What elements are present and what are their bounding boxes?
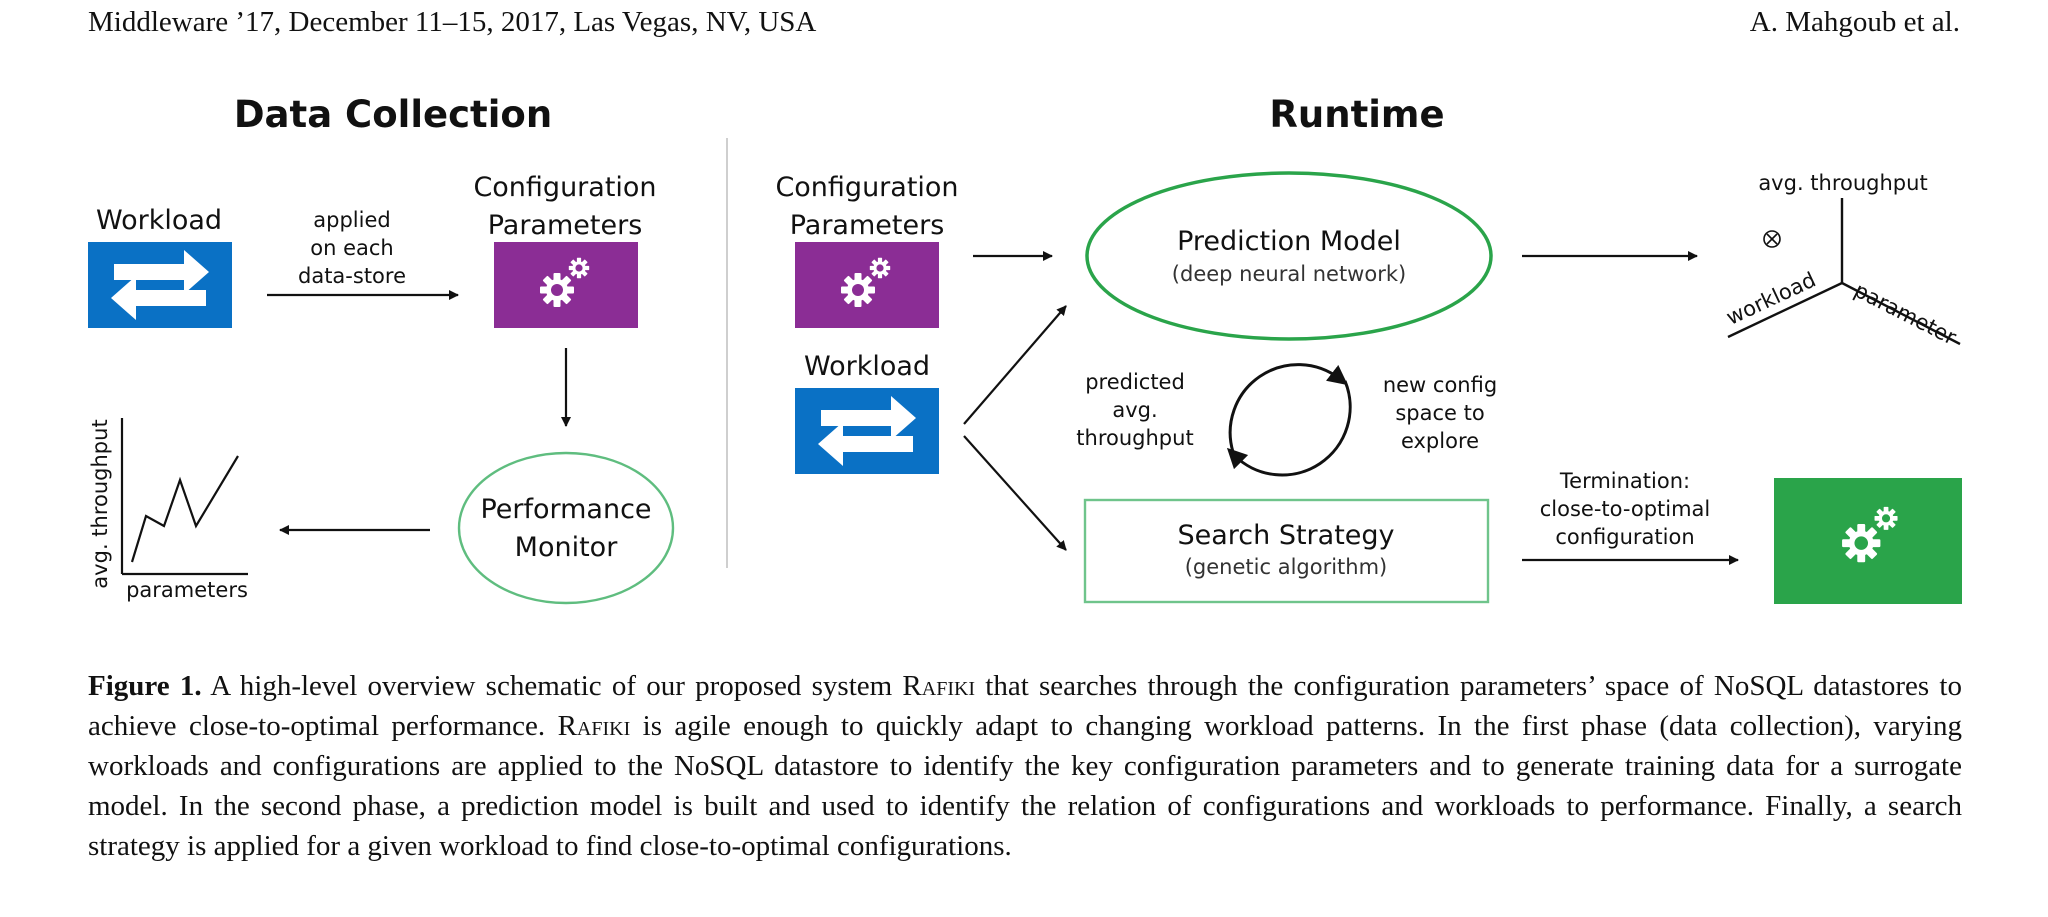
running-header-venue: Middleware ’17, December 11–15, 2017, Las Vegas, NV, USA bbox=[88, 6, 817, 38]
axis-throughput-label: avg. throughput bbox=[1758, 171, 1928, 195]
loop-right-line-3: explore bbox=[1400, 429, 1480, 453]
prediction-model-subtitle: (deep neural network) bbox=[1171, 262, 1407, 286]
config-space-axes bbox=[1723, 171, 1961, 350]
loop-arc-lower bbox=[1234, 381, 1350, 475]
dc-arrow-label-line-3: data-store bbox=[298, 264, 406, 288]
rt-arrow-workload-to-prediction bbox=[964, 306, 1066, 424]
optimal-config-gears-icon bbox=[1774, 478, 1962, 604]
dc-config-gears-icon bbox=[494, 242, 638, 328]
plot-x-label: parameters bbox=[126, 578, 248, 602]
prediction-model-title: Prediction Model bbox=[1177, 226, 1401, 257]
performance-monitor-line-2: Monitor bbox=[514, 532, 618, 563]
rt-workload-icon bbox=[795, 388, 939, 474]
plot-line bbox=[132, 456, 238, 562]
caption-system-name-2: Rafiki bbox=[557, 710, 631, 742]
termination-line-1: Termination: bbox=[1559, 469, 1691, 493]
caption-text-3: is agile enough to quickly adapt to changing workload patterns. In the first phase (data collection), varying workloads and configurations are applied to the NoSQL datastore to identify the key configuration parameters and to generate training data for a surrogate model. In the second phase, a prediction model is built and used to identify the relation of configurations and workloads to performance. Finally, a search strategy is applied for a given workload to find close-to-optimal configurations. bbox=[88, 710, 1962, 862]
dc-workload-label: Workload bbox=[95, 205, 223, 236]
plot-y-label: avg. throughput bbox=[88, 419, 112, 589]
dc-arrow-label-line-2: on each bbox=[310, 236, 394, 260]
dc-workload-icon bbox=[88, 242, 232, 328]
throughput-plot bbox=[88, 418, 248, 602]
caption-system-name: Rafiki bbox=[902, 670, 976, 702]
rt-workload-label: Workload bbox=[803, 351, 931, 382]
loop-arc-upper bbox=[1230, 365, 1340, 452]
dc-config-label-line-2: Parameters bbox=[487, 210, 643, 241]
dc-arrow-label-line-1: applied bbox=[313, 208, 391, 232]
axis-workload-label: workload bbox=[1722, 267, 1820, 330]
performance-monitor-line-1: Performance bbox=[480, 494, 652, 525]
figure-caption bbox=[88, 666, 1962, 866]
caption-text-2: that searches through the configuration parameters’ space of NoSQL datastores to achieve close-to-optimal performance. bbox=[88, 670, 1962, 742]
rt-config-label-line-2: Parameters bbox=[789, 210, 945, 241]
caption-label: Figure 1. bbox=[88, 670, 202, 702]
search-strategy-subtitle: (genetic algorithm) bbox=[1184, 555, 1388, 579]
rt-arrow-workload-to-search bbox=[964, 436, 1066, 550]
axis-parameter-label: parameter bbox=[1850, 277, 1961, 350]
termination-line-3: configuration bbox=[1555, 525, 1695, 549]
caption-text-1: A high-level overview schematic of our proposed system bbox=[201, 670, 903, 702]
dc-config-label-line-1: Configuration bbox=[473, 172, 657, 203]
rt-config-gears-icon bbox=[795, 242, 939, 328]
loop-left-line-2: avg. bbox=[1112, 398, 1158, 422]
data-collection-title: Data Collection bbox=[233, 93, 553, 136]
loop-left-line-3: throughput bbox=[1076, 426, 1194, 450]
performance-monitor-ellipse bbox=[459, 453, 673, 603]
search-strategy-title: Search Strategy bbox=[1177, 520, 1395, 551]
rt-config-label-line-1: Configuration bbox=[775, 172, 959, 203]
optimum-marker-icon bbox=[1764, 231, 1780, 247]
loop-left-line-1: predicted bbox=[1085, 370, 1185, 394]
termination-line-2: close-to-optimal bbox=[1539, 497, 1711, 521]
running-header-authors: A. Mahgoub et al. bbox=[1749, 6, 1960, 38]
feedback-loop bbox=[1230, 365, 1350, 475]
runtime-title: Runtime bbox=[1269, 93, 1445, 136]
search-strategy-box bbox=[1085, 500, 1488, 602]
loop-right-line-2: space to bbox=[1395, 401, 1485, 425]
loop-right-line-1: new config bbox=[1382, 373, 1498, 397]
